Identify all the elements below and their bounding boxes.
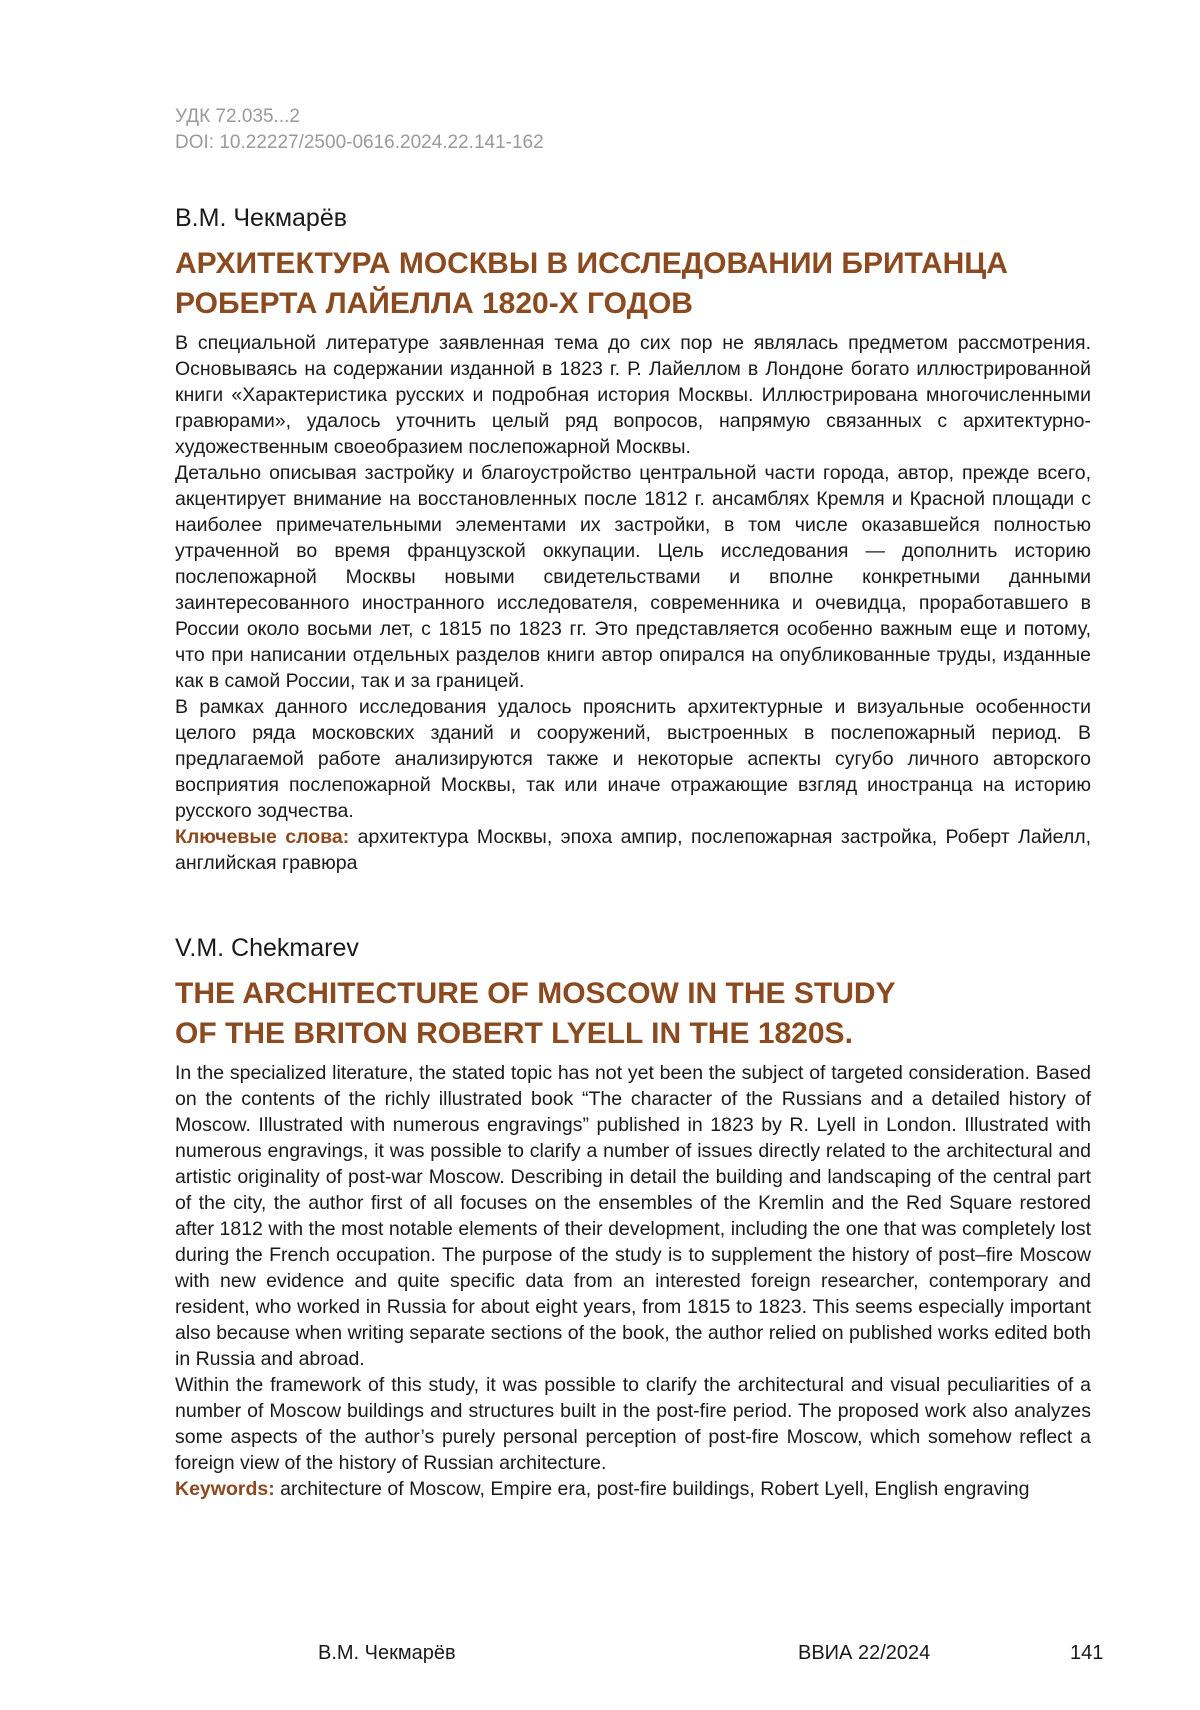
abstract-en xyxy=(175,1060,1091,1502)
abstract-en-paragraph-1: In the specialized literature, the stated topic has not yet been the subject of targeted consideration. Based on the contents of the richly illustrated book “The character of the Russians and a detailed history of Moscow. Illustrated with numerous engravings” published in 1823 by R. Lyell in London. Illustrated with numerous engravings, it was possible to clarify a number of issues directly related to the architectural and artistic originality of post-war Moscow. Describing in detail the building and landscaping of the central part of the city, the author first of all focuses on the ensembles of the Kremlin and the Red Square restored after 1812 with the most notable elements of their development, including the one that was completely lost during the French occupation. The purpose of the study is to supplement the history of post–fire Moscow with new evidence and quite specific data from an interested foreign researcher, contemporary and resident, who worked in Russia for about eight years, from 1815 to 1823. This seems especially important also because when writing separate sections of the book, the author relied on published works edited both in Russia and abroad. xyxy=(175,1062,1091,1370)
keywords-ru-label: Ключевые слова: xyxy=(175,826,350,848)
footer-journal: ВВИА 22/2024 xyxy=(798,1642,931,1664)
author-en: V.M. Chekmarev xyxy=(175,934,359,962)
keywords-ru-text: архитектура Москвы, эпоха ампир, послепожарная застройка, Роберт Лайелл, английская гравюра xyxy=(175,826,1091,874)
footer-author: В.М. Чекмарёв xyxy=(318,1642,456,1664)
udk-code: УДК 72.035...2 xyxy=(175,106,300,127)
abstract-ru-paragraph-1: В специальной литературе заявленная тема до сих пор не являлась предметом рассмотрения. Основываясь на содержании изданной в 1823 г. Р. Лайеллом в Лондоне богато иллюстрированной книги «Характеристика русских и подробная история Москвы. Иллюстрирована многочисленными гравюрами», удалось уточнить целый ряд вопросов, напрямую связанных с архитектурно-художественным своеобразием послепожарной Москвы. xyxy=(175,332,1091,458)
keywords-ru xyxy=(175,824,1091,876)
page-number: 141 xyxy=(1070,1642,1104,1664)
abstract-ru-paragraph-2: Детально описывая застройку и благоустройство центральной части города, автор, прежде всего, акцентирует внимание на восстановленных после 1812 г. ансамблях Кремля и Красной площади с наиболее примечательными элементами их застройки, в том числе оказавшейся полностью утраченной во время французской оккупации. Цель исследования — дополнить историю послепожарной Москвы новыми свидетельствами и вполне конкретными данными заинтересованного иностранного исследователя, современника и очевидца, проработавшего в России около восьми лет, с 1815 по 1823 гг. Это представляется особенно важным еще и потому, что при написании отдельных разделов книги автор опирался на опубликованные труды, изданные как в самой России, так и за границей. xyxy=(175,462,1091,692)
title-en-line1: THE ARCHITECTURE OF MOSCOW IN THE STUDY xyxy=(175,977,896,1010)
keywords-en-label: Keywords: xyxy=(175,1478,275,1500)
keywords-en xyxy=(175,1476,1091,1502)
abstract-ru xyxy=(175,330,1091,876)
title-ru-line2: РОБЕРТА ЛАЙЕЛЛА 1820-Х ГОДОВ xyxy=(175,287,693,320)
title-en xyxy=(175,974,1091,1054)
keywords-en-text: architecture of Moscow, Empire era, post-fire buildings, Robert Lyell, English engraving xyxy=(274,1478,1030,1500)
article-page xyxy=(175,104,1091,1502)
title-ru xyxy=(175,244,1091,324)
title-en-line2: OF THE BRITON ROBERT LYELL IN THE 1820S. xyxy=(175,1017,853,1050)
author-ru: В.М. Чекмарёв xyxy=(175,204,348,232)
abstract-en-paragraph-2: Within the framework of this study, it was possible to clarify the architectural and visual peculiarities of a number of Moscow buildings and structures built in the post-fire period. The proposed work also analyzes some aspects of the author’s purely personal perception of post-fire Moscow, which somehow reflect a foreign view of the history of Russian architecture. xyxy=(175,1374,1091,1474)
abstract-ru-paragraph-3: В рамках данного исследования удалось прояснить архитектурные и визуальные особенности целого ряда московских зданий и сооружений, выстроенных в послепожарный период. В предлагаемой работе анализируются также и некоторые аспекты сугубо личного авторского восприятия послепожарной Москвы, так или иначе отражающие взгляд иностранца на историю русского зодчества. xyxy=(175,696,1091,822)
title-ru-line1: АРХИТЕКТУРА МОСКВЫ В ИССЛЕДОВАНИИ БРИТАНЦА xyxy=(175,247,1008,280)
doi-link[interactable]: DOI: 10.22227/2500-0616.2024.22.141-162 xyxy=(175,132,544,153)
